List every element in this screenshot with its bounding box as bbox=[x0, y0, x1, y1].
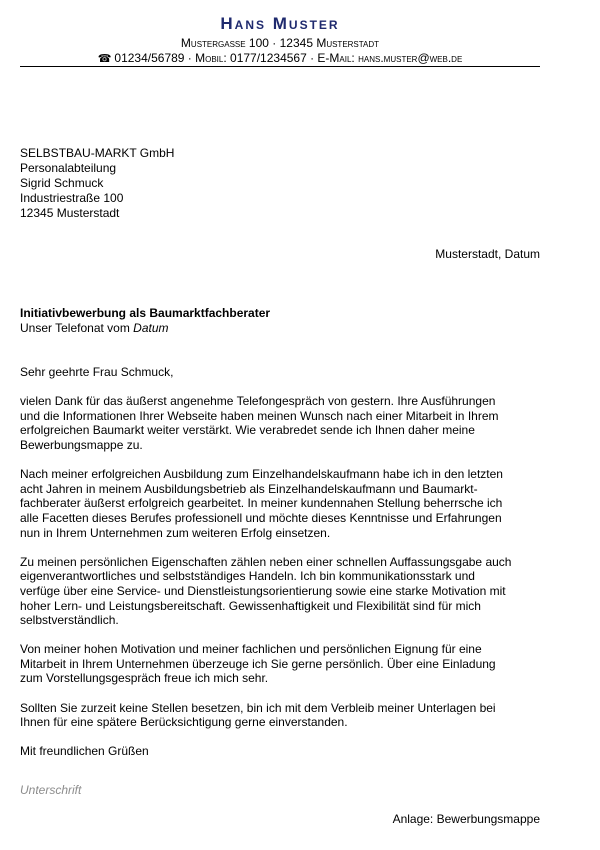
subject-reference-prefix: Unser Telefonat vom bbox=[20, 321, 134, 335]
salutation bbox=[20, 365, 550, 380]
enclosure-note: Anlage: Bewerbungsmappe bbox=[392, 812, 540, 826]
recipient-line: Personalabteilung bbox=[20, 161, 117, 175]
body-paragraph bbox=[20, 555, 550, 628]
paragraph-line: eigenverantwortliches und selbstständiges Handeln. Ich bin kommunikationsstark und bbox=[20, 569, 475, 584]
paragraph-line: Von meiner hohen Motivation und meiner fachlichen und persönlichen Eignung für eine bbox=[20, 642, 482, 657]
phone-icon: ☎ bbox=[97, 53, 112, 65]
header-divider bbox=[20, 66, 540, 67]
paragraph-line: erfolgreichen Baumarkt weiter verstärkt. Wie verabredet sende ich Ihnen daher meine bbox=[20, 423, 475, 438]
paragraph-line: Sollten Sie zurzeit keine Stellen besetzen, bin ich mit dem Verbleib meiner Unterlagen bei bbox=[20, 700, 496, 715]
recipient-line: 12345 Musterstadt bbox=[20, 206, 120, 220]
paragraph-line: selbstverständlich. bbox=[20, 613, 119, 628]
paragraph-line: verfüge über eine Service- und Dienstleistungsorientierung sowie eine starke Motivation mit bbox=[20, 583, 506, 598]
paragraph-line: Zu meinen persönlichen Eigenschaften zählen neben einer schnellen Auffassungsgabe auch bbox=[20, 554, 512, 569]
recipient-line: Industriestraße 100 bbox=[20, 191, 124, 205]
paragraph-line: nun in Ihrem Unternehmen zum weiteren Erfolg einsetzen. bbox=[20, 525, 331, 540]
subject-reference-date: Datum bbox=[133, 321, 169, 335]
paragraph-line: vielen Dank für das äußerst angenehme Telefongespräch von gestern. Ihre Ausführungen bbox=[20, 394, 496, 409]
paragraph-line: alle Facetten dieses Berufes professionell und möchte dieses Kenntnisse und Erfahrungen bbox=[20, 510, 502, 525]
paragraph-line: fachberater äußerst erfolgreich gearbeitet. In meiner kundennahen Stellung beherrsche ich bbox=[20, 496, 503, 511]
paragraph-line: und die Informationen Ihrer Webseite haben meinen Wunsch nach einer Mitarbeit in Ihrem bbox=[20, 408, 499, 423]
paragraph-line: Ihnen für eine spätere Berücksichtigung gerne einverstanden. bbox=[20, 715, 348, 730]
body-paragraph bbox=[20, 701, 550, 730]
subject-reference bbox=[20, 321, 270, 336]
paragraph-line: Bewerbungsmappe zu. bbox=[20, 437, 143, 452]
sender-contact-text: 01234/56789 · Mobil: 0177/1234567 · E-Mail: hans.muster@web.de bbox=[114, 51, 463, 65]
body-paragraph bbox=[20, 394, 550, 452]
paragraph-line: hoher Lern- und Leistungsbereitschaft. Gewissenhaftigkeit und Flexibilität sind für mich bbox=[20, 598, 481, 613]
body-paragraph bbox=[20, 467, 550, 540]
recipient-address bbox=[20, 146, 174, 221]
recipient-line: SELBSTBAU-MARKT GmbH bbox=[20, 146, 175, 160]
paragraph-line: zum Vorstellungsgespräch freue ich mich sehr. bbox=[20, 671, 269, 686]
signature-placeholder: Unterschrift bbox=[20, 783, 82, 797]
paragraph-line: acht Jahren in meinem Ausbildungsbetrieb als Einzelhandelskaufmann und Baumarkt- bbox=[20, 481, 478, 496]
letter-body bbox=[20, 365, 550, 774]
subject-block bbox=[20, 306, 270, 336]
subject-title: Initiativbewerbung als Baumarktfachberater bbox=[20, 306, 271, 320]
recipient-line: Sigrid Schmuck bbox=[20, 176, 104, 190]
sender-contact bbox=[20, 51, 540, 67]
place-date: Musterstadt, Datum bbox=[435, 247, 540, 261]
sender-address: Mustergasse 100 · 12345 Musterstadt bbox=[180, 36, 380, 50]
paragraph-line: Mitarbeit in Ihrem Unternehmen überzeuge ich Sie gerne persönlich. Über eine Einladung bbox=[20, 656, 496, 671]
paragraph-line: Nach meiner erfolgreichen Ausbildung zum Einzelhandelskaufmann habe ich in den letzten bbox=[20, 467, 503, 482]
closing bbox=[20, 744, 550, 759]
closing-text: Mit freundlichen Grüßen bbox=[20, 744, 149, 759]
sender-name: Hans Muster bbox=[220, 14, 340, 33]
salutation-text: Sehr geehrte Frau Schmuck, bbox=[20, 365, 174, 379]
letter-header bbox=[20, 14, 540, 67]
body-paragraph bbox=[20, 642, 550, 686]
